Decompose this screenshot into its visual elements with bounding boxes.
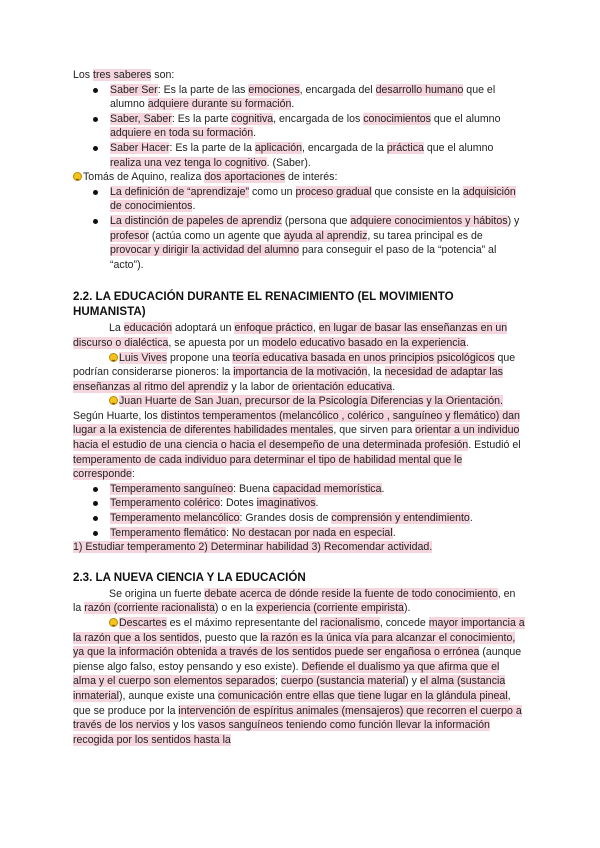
list-item: Saber Ser: Es la parte de las emociones, encargada del desarrollo humano que el alumno adquiere durante su formación. (110, 83, 525, 112)
tomas-line: Tomás de Aquino, realiza dos aportaciones de interés: (73, 170, 525, 185)
list-item: Temperamento melancólico: Grandes dosis de comprensión y entendimiento. (110, 511, 525, 526)
highlight: Saber Hacer (110, 141, 170, 154)
list-item: La definición de “aprendizaje” como un proceso gradual que consiste en la adquisición de conocimientos. (110, 185, 525, 214)
smiley-icon (109, 396, 118, 405)
steps-line: 1) Estudiar temperamento 2) Determinar habilidad 3) Recomendar actividad. (73, 541, 433, 554)
list-item: Saber Hacer: Es la parte de la aplicación, encargada de la práctica que el alumno realiza una vez tenga lo cognitivo. (Saber). (110, 141, 525, 170)
section-heading-2-3: 2.3. LA NUEVA CIENCIA Y LA EDUCACIÓN (73, 570, 306, 584)
highlight: Saber, Saber (110, 112, 172, 125)
paragraph: Juan Huarte de San Juan, precursor de la Psicología Diferencias y la Orientación. Según Huarte, los distintos temperamentos (melancólico , colérico , sanguíneo y flemático) dan lugar a la existencia de diferentes habilidades mentales, que sirven para orientar a un individuo hacia el estudio de una ciencia o hacia el desempeño de una determinada profesión. Estudió el temperamento de cada individuo para determinar el tipo de habilidad mental que le corresponde: (73, 395, 521, 481)
paragraph: Luis Vives propone una teoría educativa basada en unos principios psicológicos que podrían considerarse pioneros: la importancia de la motivación, la necesidad de adaptar las enseñanzas al ritmo del aprendiz y la labor de orientación educativa. (73, 351, 516, 393)
text: son: (151, 69, 175, 81)
list-item: Saber, Saber: Es la parte cognitiva, encargada de los conocimientos que el alumno adquiere en toda su formación. (110, 112, 525, 141)
text: Los (73, 69, 94, 81)
page-content (73, 68, 525, 747)
highlight: Saber Ser (110, 83, 158, 96)
section-heading-2-2: 2.2. LA EDUCACIÓN DURANTE EL RENACIMIENTO (EL MOVIMIENTO HUMANISTA) (73, 290, 454, 319)
highlight: tres saberes (93, 69, 152, 81)
list-item: Temperamento flemático: No destacan por nada en especial. (110, 526, 525, 541)
tomas-list (73, 185, 525, 273)
intro-line (73, 68, 525, 83)
temperament-list (73, 482, 525, 540)
list-item: La distinción de papeles de aprendiz (persona que adquiere conocimientos y hábitos) y profesor (actúa como un agente que ayuda al aprendiz, su tarea principal es de provocar y dirigir la actividad del alumno para conseguir el paso de la “potencia” al “acto”). (110, 214, 525, 272)
list-item: Temperamento sanguíneo: Buena capacidad memorística. (110, 482, 525, 497)
paragraph: La educación adoptará un enfoque práctico, en lugar de basar las enseñanzas en un discurso o dialéctica, se apuesta por un modelo educativo basado en la experiencia. (73, 322, 508, 349)
saberes-list (73, 83, 525, 171)
smiley-icon (109, 353, 118, 362)
paragraph: Descartes es el máximo representante del racionalismo, concede mayor importancia a la razón que a los sentidos, puesto que la razón es la única vía para alcanzar el conocimiento, ya que la información obtenida a través de los sentidos puede ser engañosa o errónea (aunque piense algo falso, estoy pensando y eso existe). Defiende el dualismo ya que afirma que el alma y el cuerpo son elementos separados; cuerpo (sustancia material) y el alma (sustancia inmaterial), aunque existe una comunicación entre ellas que tiene lugar en la glándula pineal, que se produce por la intervención de espíritus animales (mensajeros) que recorren el cuerpo a través de los nervios y los vasos sanguíneos teniendo como función llevar la información recogida por los sentidos hasta la (73, 617, 525, 746)
paragraph: Se origina un fuerte debate acerca de dónde reside la fuente de todo conocimiento, en la razón (corriente racionalista) o en la experiencia (corriente empirista). (73, 587, 516, 615)
list-item: Temperamento colérico: Dotes imaginativos. (110, 496, 525, 511)
smiley-icon (109, 618, 118, 627)
smiley-icon (73, 172, 82, 181)
